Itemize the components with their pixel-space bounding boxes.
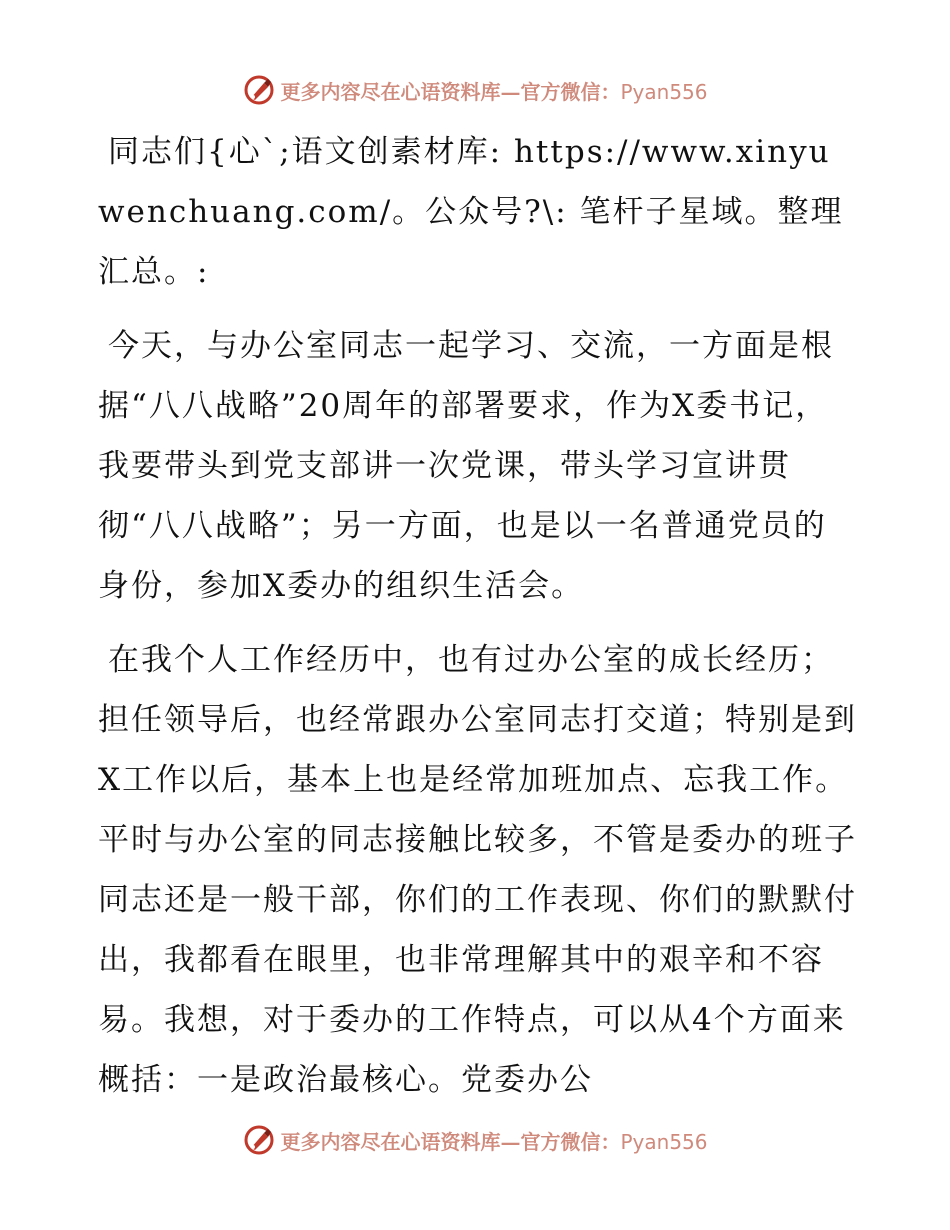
- watermark-header: [0, 70, 950, 110]
- pen-logo-icon: [242, 73, 276, 107]
- document-body: [98, 122, 858, 1124]
- paragraph-opening: 今天，与办公室同志一起学习、交流，一方面是根据“八八战略”20周年的部署要求，作为X委书记，我要带头到党支部讲一次党课，带头学习宣讲贯彻“八八战略”；另一方面，也是以一名普通党员的身份，参加X委办的组织生活会。: [98, 328, 834, 604]
- watermark-text: 更多内容尽在心语资料库—官方微信：Pyan556: [280, 79, 708, 104]
- watermark-text: 更多内容尽在心语资料库—官方微信：Pyan556: [280, 1129, 708, 1154]
- paragraph-intro: 同志们{心`;语文创素材库: https://www.xinyuwenchuang.com/。公众号?\: 笔杆子星域。整理汇总。:: [98, 134, 844, 290]
- watermark-footer: [0, 1120, 950, 1160]
- paragraph-experience: 在我个人工作经历中，也有过办公室的成长经历；担任领导后，也经常跟办公室同志打交道；特别是到X工作以后，基本上也是经常加班加点、忘我工作。平时与办公室的同志接触比较多，不管是委办的班子同志还是一般干部，你们的工作表现、你们的默默付出，我都看在眼里，也非常理解其中的艰辛和不容易。我想，对于委办的工作特点，可以从4个方面来概括：一是政治最核心。党委办公: [98, 642, 857, 1098]
- pen-logo-icon: [242, 1123, 276, 1157]
